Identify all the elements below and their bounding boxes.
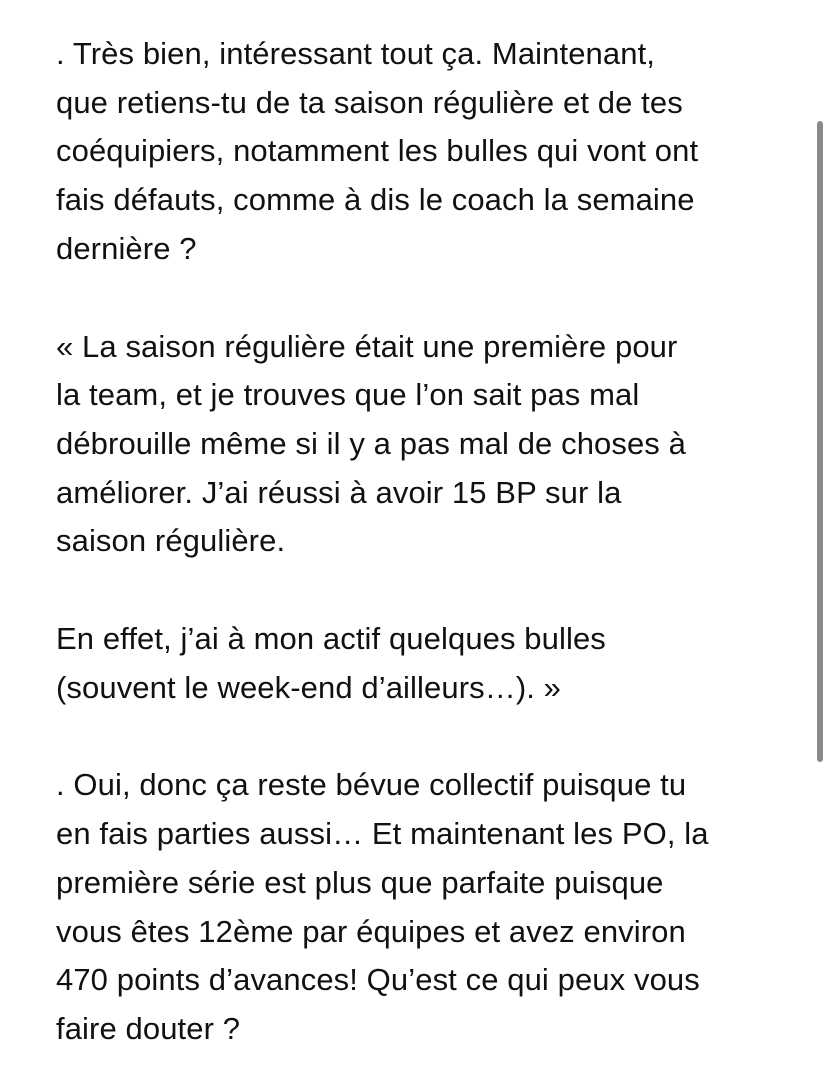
text-line: que retiens-tu de ta saison régulière et de tes [56,84,683,120]
text-line: dernière ? [56,230,197,266]
text-line: première série est plus que parfaite puisque [56,864,664,900]
text-line: faire douter ? [56,1010,241,1046]
text-line: en fais parties aussi… Et maintenant les PO, la [56,816,709,852]
text-line: saison régulière. [56,523,286,559]
text-line: . Oui, donc ça reste bévue collectif puisque tu [56,767,687,803]
text-line: vous êtes 12ème par équipes et avez environ [56,913,686,949]
paragraph-spacer [56,274,796,323]
text-line: En effet, j’ai à mon actif quelques bulles [56,621,606,657]
question-paragraph-2 [56,761,796,1053]
text-line: . Très bien, intéressant tout ça. Maintenant, [56,36,655,71]
vertical-scrollbar[interactable] [817,121,823,762]
text-line: la team, et je trouves que l’on sait pas mal [56,377,640,413]
text-line: débrouille même si il y a pas mal de choses à [56,425,686,461]
answer-paragraph-1 [56,323,796,567]
document-body [56,30,796,1054]
text-line: fais défauts, comme à dis le coach la semaine [56,182,695,218]
paragraph-spacer [56,712,796,761]
text-line: « La saison régulière était une première pour [56,328,678,364]
text-line: coéquipiers, notamment les bulles qui vont ont [56,133,699,169]
text-line: (souvent le week-end d’ailleurs…). » [56,669,562,705]
paragraph-spacer [56,566,796,615]
text-line: améliorer. J’ai réussi à avoir 15 BP sur la [56,474,622,510]
text-line: 470 points d’avances! Qu’est ce qui peux vous [56,962,700,998]
question-paragraph-1 [56,30,796,274]
answer-paragraph-2 [56,615,796,712]
